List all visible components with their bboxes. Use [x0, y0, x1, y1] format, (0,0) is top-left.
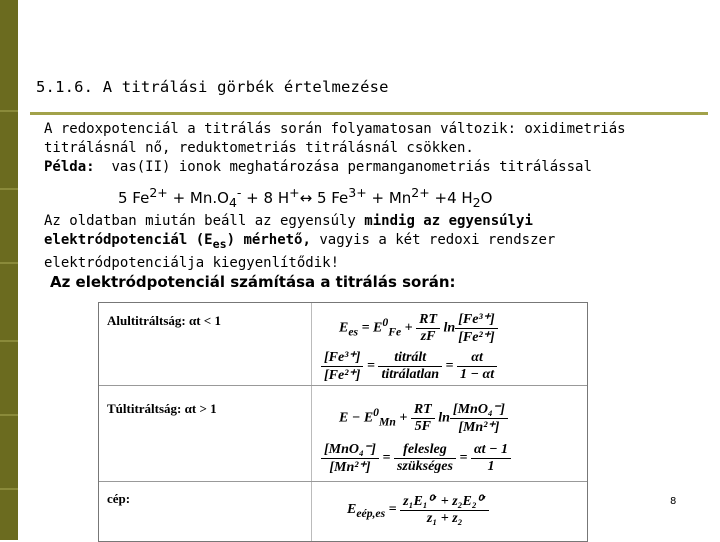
row-label-overtitration: Túltitráltság: αt > 1: [107, 401, 217, 416]
paragraph-line: titrálásnál nő, reduktometriás titrálásnál csökken.: [44, 140, 474, 156]
formula-equivalence: $E_{eép,es}$ = $\frac{\text{z₁E₁⁰′ + z₂E₂⁰′}}{\text{z₁ + z₂}}$: [347, 493, 489, 527]
formula-ratio-fe: $\frac{\text{[Fe³⁺]}}{\text{[Fe²⁺]}}$ = $\frac{\text{titrált}}{\text{titrálatlan}}$ = $\frac{\alpha t}{1 - \alpha t}$: [321, 349, 497, 384]
equilibrium-line-2: elektródpotenciál $(E_{es})$ mérhető, vagyis a két redoxi rendszer: [44, 232, 556, 251]
title-divider: [30, 112, 708, 115]
slide-title: 5.1.6. A titrálási görbék értelmezése: [36, 78, 389, 96]
left-accent-bar: [0, 0, 18, 540]
row-label-equivalence: cép:: [107, 491, 131, 506]
example-label: Példa:: [44, 159, 95, 175]
reaction-equation: 5 $Fe^{2+} + Mn.O_4^- + 8$ H+↔ 5 $Fe^{3+} + Mn^{2+} +4$ $H_2O$: [118, 185, 493, 210]
calc-heading: Az elektródpotenciál számítása a titrálás során:: [50, 272, 456, 291]
equilibrium-line-3: elektródpotenciálja kiegyenlítődik!: [44, 254, 340, 271]
slide-body: [44, 120, 694, 292]
column-divider: [311, 303, 312, 541]
equilibrium-line-1: Az oldatban miután beáll az egyensúly mindig az egyensúlyi: [44, 213, 533, 229]
example-text: vas(II) ionok meghatározása permanganometriás titrálással: [111, 159, 592, 175]
row-divider: [99, 385, 587, 386]
page-number: 8: [670, 496, 677, 507]
example-line: [44, 158, 694, 177]
formula-nernst-fe: $E_{es} = E^0_{Fe}$ + $\frac{RT}{zF}$ ln $\frac{\text{[Fe³⁺]}}{\text{[Fe²⁺]}}$: [339, 311, 498, 346]
formula-nernst-mn: $E - E^0_{Mn}$ + $\frac{RT}{5F}$ ln $\frac{\text{[MnO₄⁻]}}{\text{[Mn²⁺]}}$: [339, 401, 508, 436]
formula-table: [98, 302, 588, 542]
paragraph-line: A redoxpotenciál a titrálás során folyamatosan változik: oxidimetriás: [44, 121, 626, 137]
formula-ratio-mn: $\frac{\text{[MnO₄⁻]}}{\text{[Mn²⁺]}}$ = $\frac{\text{felesleg}}{\text{szükséges}}$ = $\frac{\alpha t - 1}{1}$: [321, 441, 511, 476]
row-label-undertitration: Alultitráltság: αt < 1: [107, 313, 221, 328]
row-divider: [99, 481, 587, 482]
